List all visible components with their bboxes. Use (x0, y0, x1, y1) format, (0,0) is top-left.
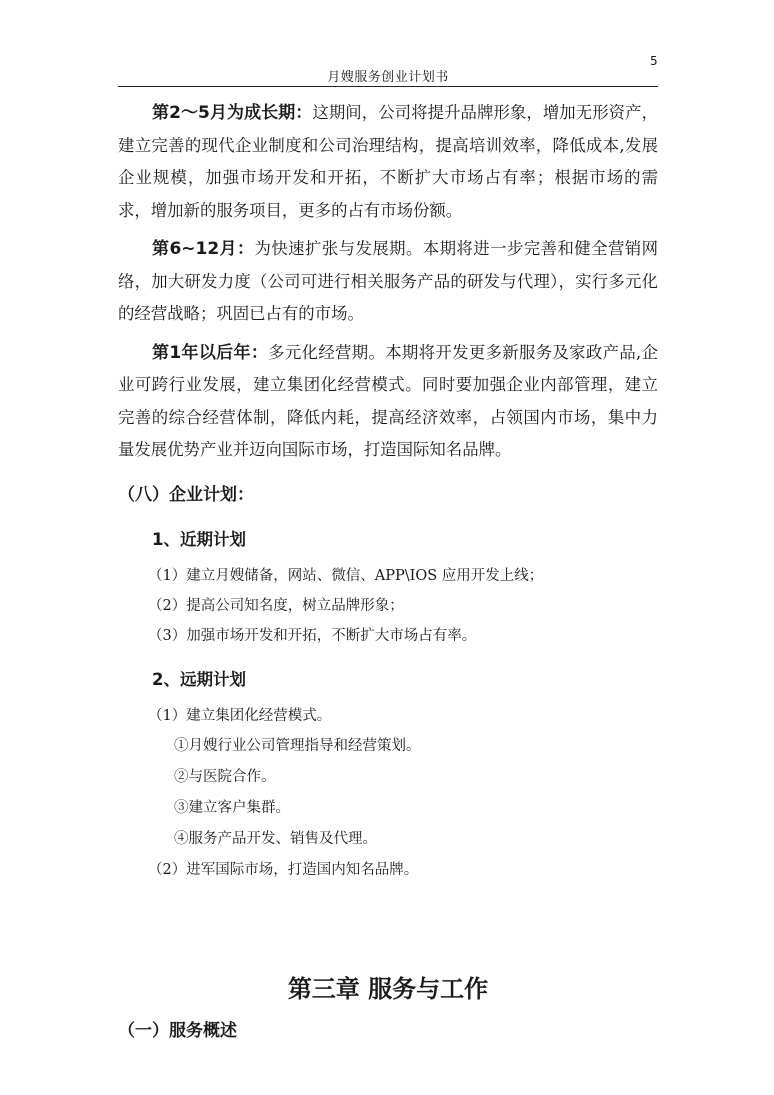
phase-diversified (118, 337, 658, 467)
phase-lead: 第6~12月： (152, 239, 255, 259)
phase-lead: 第2～5月为成长期： (152, 103, 313, 123)
list-subitem: ③建立客户集群。 (174, 799, 290, 816)
chapter-title: 第三章 服务与工作 (287, 974, 489, 1003)
list-item: （1）建立集团化经营模式。 (148, 707, 332, 724)
header-rule (118, 86, 658, 87)
phase-expansion (118, 233, 658, 331)
list-item: （2）提高公司知名度，树立品牌形象； (148, 597, 404, 614)
phase-growth (118, 97, 658, 227)
section-heading-enterprise-plan: （八）企业计划： (118, 484, 254, 505)
phase-text: 多元化经营期。本期将开发更多新服务及家政产品,企业可跨行业发展，建立集团化经营模式。同时要加强企业内部管理，建立完善的综合经营体制，降低内耗，提高经济效率，占领国内市场，集中力量发展优势产业并迈向国际市场，打造国际知名品牌。 (118, 342, 658, 459)
page-number: 5 (650, 54, 658, 68)
phase-text: 为快速扩张与发展期。本期将进一步完善和健全营销网络，加大研发力度（公司可进行相关服务产品的研发与代理），实行多元化的经营战略；巩固已占有的市场。 (118, 239, 659, 323)
phase-text: 这期间，公司将提升品牌形象，增加无形资产，建立完善的现代企业制度和公司治理结构，提高培训效率，降低成本,发展企业规模，加强市场开发和开拓，不断扩大市场占有率；根据市场的需求，增加新的服务项目，更多的占有市场份额。 (118, 103, 658, 220)
list-item: （2）进军国际市场，打造国内知名品牌。 (148, 861, 419, 878)
phase-lead: 第1年以后年： (152, 342, 269, 363)
list-subitem: ②与医院合作。 (174, 768, 276, 785)
subheading-near-term: 1、近期计划 (152, 529, 246, 549)
list-item: （1）建立月嫂储备，网站、微信、APP\IOS 应用开发上线； (148, 567, 544, 584)
list-subitem: ①月嫂行业公司管理指导和经营策划。 (174, 737, 421, 754)
list-subitem: ④服务产品开发、销售及代理。 (174, 830, 377, 847)
subheading-long-term: 2、远期计划 (152, 669, 246, 689)
running-header: 月嫂服务创业计划书 (327, 70, 449, 85)
section-heading-service-overview: （一）服务概述 (118, 1020, 237, 1041)
page-body (118, 97, 658, 1047)
list-item: （3）加强市场开发和开拓，不断扩大市场占有率。 (148, 627, 477, 644)
